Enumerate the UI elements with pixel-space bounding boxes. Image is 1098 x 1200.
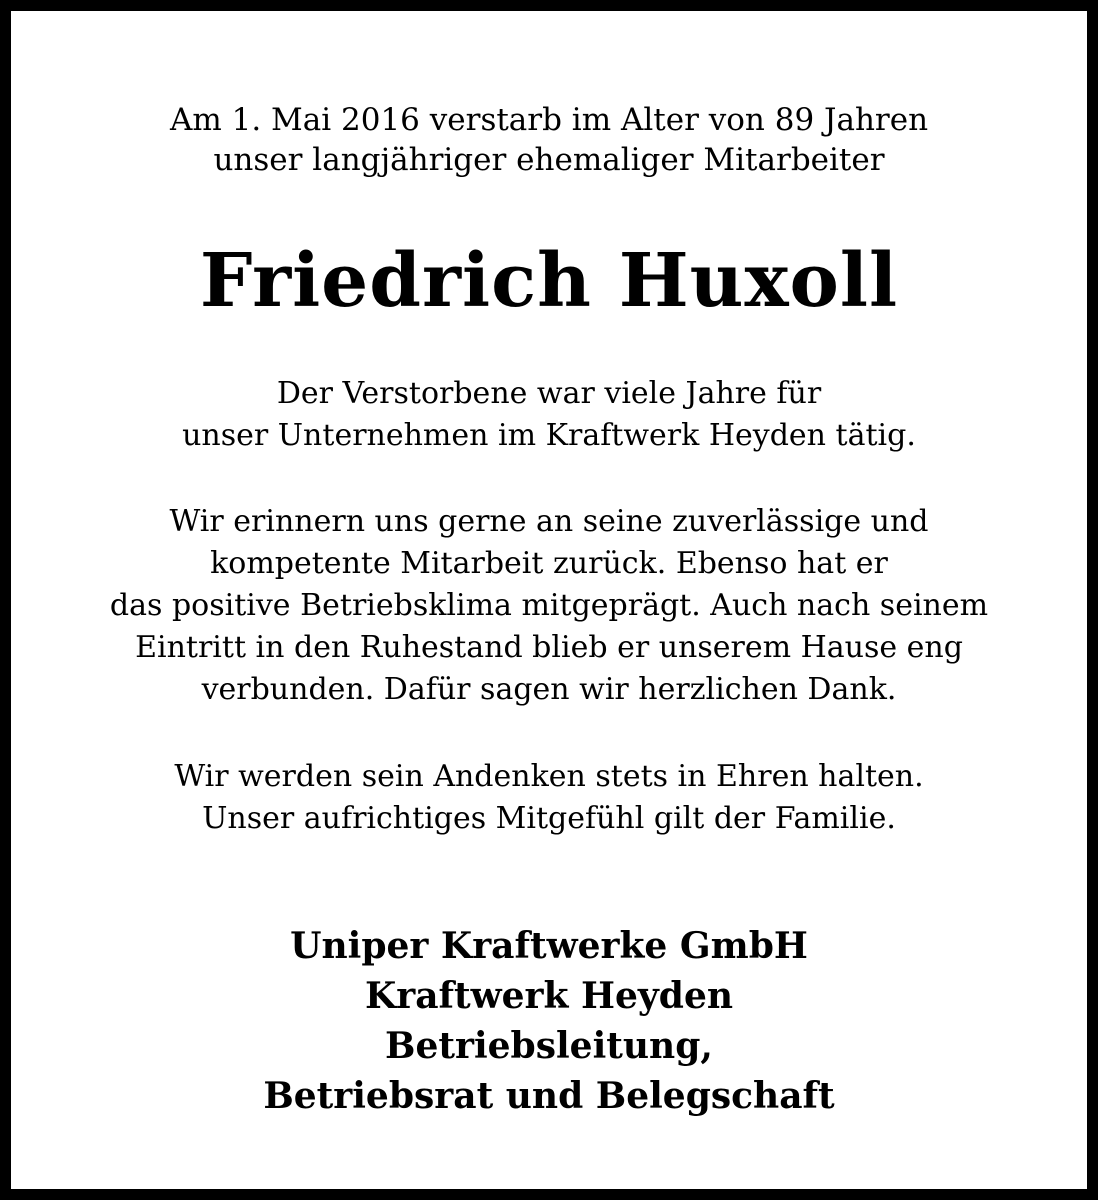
paragraph-line: Wir erinnern uns gerne an seine zuverlässige und <box>169 504 929 539</box>
paragraph-line: verbunden. Dafür sagen wir herzlichen Dank. <box>201 672 897 707</box>
paragraph-line: unser Unternehmen im Kraftwerk Heyden tätig. <box>182 418 916 453</box>
intro-line: unser langjähriger ehemaliger Mitarbeiter <box>213 142 885 178</box>
signature-line: Uniper Kraftwerke GmbH <box>290 925 808 967</box>
signature-line: Betriebsleitung, <box>385 1025 713 1067</box>
paragraph-line: das positive Betriebsklima mitgeprägt. Auch nach seinem <box>109 588 989 623</box>
signature-block <box>22 921 1076 1121</box>
paragraph-condolence <box>22 756 1076 840</box>
paragraph-line: Unser aufrichtiges Mitgefühl gilt der Familie. <box>202 801 896 836</box>
paragraph-line: Eintritt in den Ruhestand blieb er unserem Hause eng <box>135 630 963 665</box>
intro-text <box>22 100 1076 180</box>
intro-line: Am 1. Mai 2016 verstarb im Alter von 89 Jahren <box>169 102 929 138</box>
paragraph-line: Der Verstorbene war viele Jahre für <box>276 376 822 411</box>
paragraph-service <box>22 373 1076 457</box>
deceased-name: Friedrich Huxoll <box>199 238 899 324</box>
paragraph-line: kompetente Mitarbeit zurück. Ebenso hat er <box>210 546 888 581</box>
paragraph-line: Wir werden sein Andenken stets in Ehren halten. <box>174 759 924 794</box>
paragraph-remembrance <box>22 501 1076 711</box>
signature-line: Kraftwerk Heyden <box>364 975 734 1017</box>
signature-line: Betriebsrat und Belegschaft <box>263 1075 835 1117</box>
